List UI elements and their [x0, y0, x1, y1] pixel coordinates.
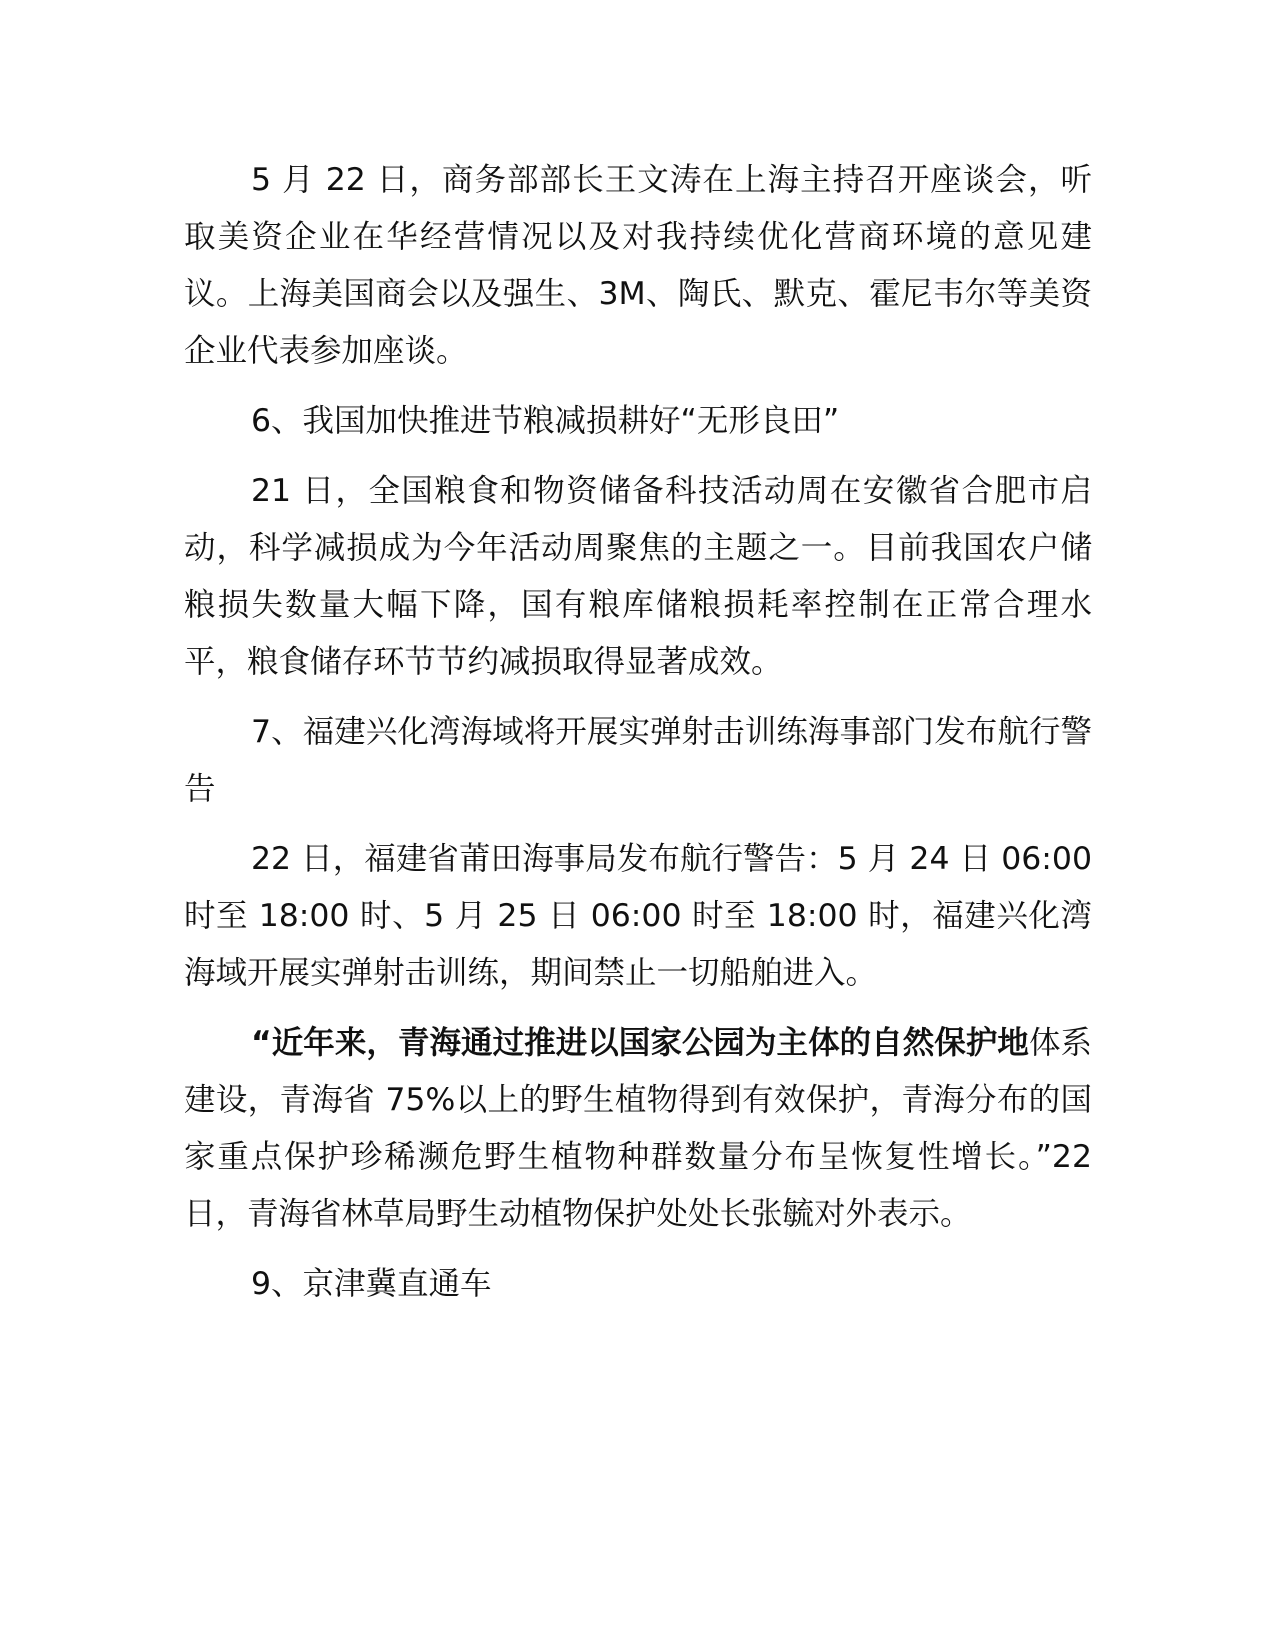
paragraph-commerce-meeting: 5 月 22 日，商务部部长王文涛在上海主持召开座谈会，听取美资企业在华经营情况以及对我持续优化营商环境的意见建议。上海美国商会以及强生、3M、陶氏、默克、霍尼韦尔等美资企业代表参加座谈。 — [184, 162, 1092, 369]
quote-rest-text: 体系建设，青海省 75%以上的野生植物得到有效保护，青海分布的国家重点保护珍稀濒危野生植物种群数量分布呈恢复性增长。”22 日，青海省林草局野生动植物保护处处长张毓对外表示。 — [184, 1025, 1092, 1232]
paragraph-navigation-warning: 22 日，福建省莆田海事局发布航行警告：5 月 24 日 06:00 时至 18:00 时、5 月 25 日 06:00 时至 18:00 时，福建兴化湾海域开展实弹射击训练，期间禁止一切船舶进入。 — [184, 841, 1092, 991]
paragraph-grain-storage: 21 日，全国粮食和物资储备科技活动周在安徽省合肥市启动，科学减损成为今年活动周聚焦的主题之一。目前我国农户储粮损失数量大幅下降，国有粮库储粮损耗率控制在正常合理水平，粮食储存环节节约减损取得显著成效。 — [184, 473, 1092, 680]
heading-fujian-drill: 7、福建兴化湾海域将开展实弹射击训练海事部门发布航行警告 — [184, 714, 1092, 807]
heading-jingjinji: 9、京津冀直通车 — [251, 1266, 492, 1302]
quote-lead-text: “近年来，青海通过推进以国家公园为主体的自然保护地 — [251, 1025, 1029, 1061]
paragraph-qinghai-protection — [184, 1015, 1092, 1243]
document-body — [184, 152, 1092, 1326]
heading-grain-loss: 6、我国加快推进节粮减损耕好“无形良田” — [251, 403, 840, 439]
